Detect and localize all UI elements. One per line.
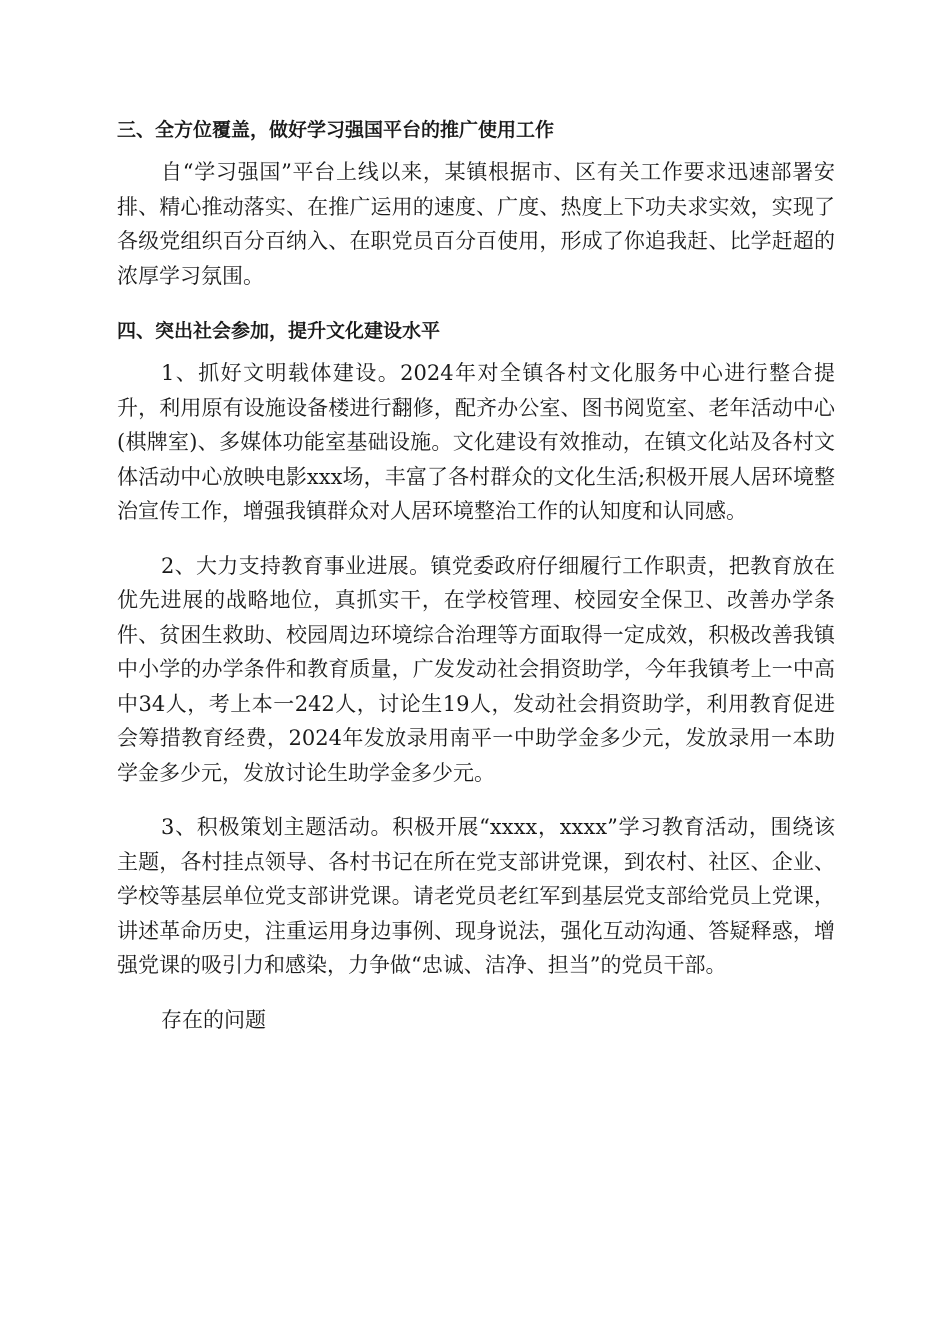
paragraph: 1、抓好文明载体建设。2024年对全镇各村文化服务中心进行整合提升，利用原有设施设备楼进行翻修，配齐办公室、图书阅览室、老年活动中心(棋牌室)、多媒体功能室基础设施。文化建设有效推动，在镇文化站及各村文体活动中心放映电影xxx场，丰富了各村群众的文化生活;积极开展人居环境整治宣传工作，增强我镇群众对人居环境整治工作的认知度和认同感。 bbox=[117, 361, 835, 523]
document-page bbox=[117, 112, 835, 1047]
section-heading: 四、突出社会参加，提升文化建设水平 bbox=[117, 320, 441, 342]
paragraph: 2、大力支持教育事业进展。镇党委政府仔细履行工作职责，把教育放在优先进展的战略地位，真抓实干，在学校管理、校园安全保卫、改善办学条件、贫困生救助、校园周边环境综合治理等方面取得一定成效，积极改善我镇中小学的办学条件和教育质量，广发发动社会捐资助学，今年我镇考上一中高中34人，考上本一242人，讨论生19人，发动社会捐资助学，利用教育促进会筹措教育经费，2024年发放录用南平一中助学金多少元，发放录用一本助学金多少元，发放讨论生助学金多少元。 bbox=[117, 553, 835, 785]
paragraph: 存在的问题 bbox=[161, 1007, 266, 1032]
paragraph: 自“学习强国”平台上线以来，某镇根据市、区有关工作要求迅速部署安排、精心推动落实、在推广运用的速度、广度、热度上下功夫求实效，实现了各级党组织百分百纳入、在职党员百分百使用，形成了你追我赶、比学赶超的浓厚学习氛围。 bbox=[117, 160, 835, 288]
paragraph: 3、积极策划主题活动。积极开展“xxxx，xxxx”学习教育活动，围绕该主题，各村挂点领导、各村书记在所在党支部讲党课，到农村、社区、企业、学校等基层单位党支部讲党课。请老党员老红军到基层党支部给党员上党课，讲述革命历史，注重运用身边事例、现身说法，强化互动沟通、答疑释惑，增强党课的吸引力和感染，力争做“忠诚、洁净、担当”的党员干部。 bbox=[117, 815, 835, 977]
section-heading: 三、全方位覆盖，做好学习强国平台的推广使用工作 bbox=[117, 119, 555, 141]
